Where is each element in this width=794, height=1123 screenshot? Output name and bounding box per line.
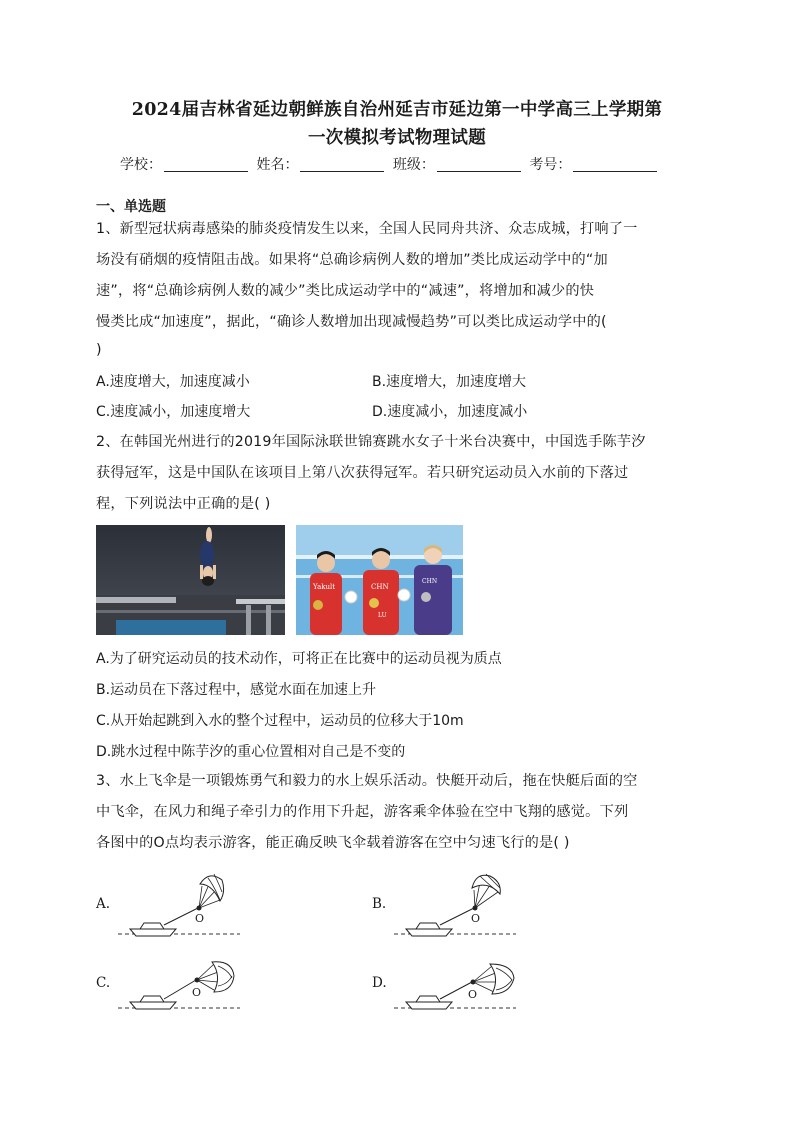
section-heading: 一、单选题 <box>96 199 166 215</box>
school-blank[interactable] <box>164 157 248 172</box>
q1-line-1: 1、新型冠状病毒感染的肺炎疫情发生以来，全国人民同舟共济、众志成城，打响了一 <box>96 221 638 237</box>
name-blank[interactable] <box>300 157 384 172</box>
q1-line-3: 速”，将“总确诊病例人数的减少”类比成运动学中的“减速”，将增加和减少的快 <box>96 283 595 299</box>
q3-line-2: 中飞伞，在风力和绳子牵引力的作用下升起，游客乘伞体验在空中飞翔的感觉。下列 <box>96 804 629 820</box>
q1-line-4: 慢类比成“加速度”，据此，“确诊人数增加出现减慢趋势”可以类比成运动学中的( <box>96 314 607 330</box>
class-blank[interactable] <box>437 157 521 172</box>
diver-photo <box>96 525 285 635</box>
q3-b-o-label: O <box>471 912 481 925</box>
q3-figure-c-label[interactable]: C. <box>96 975 111 991</box>
q2-option-c[interactable]: C.从开始起跳到入水的整个过程中，运动员的位移大于10m <box>96 713 464 729</box>
q3-line-1: 3、水上飞伞是一项锻炼勇气和毅力的水上娱乐活动。快艇开动后，拖在快艇后面的空 <box>96 773 638 789</box>
q2-option-b[interactable]: B.运动员在下落过程中，感觉水面在加速上升 <box>96 682 377 698</box>
q3-figure-c[interactable] <box>114 952 244 1018</box>
q3-c-o-label: O <box>192 986 202 999</box>
exam-title-line2: 一次模拟考试物理试题 <box>308 128 486 148</box>
q2-line-2: 获得冠军，这是中国队在该项目上第八次获得冠军。若只研究运动员入水前的下落过 <box>96 465 629 481</box>
q3-line-3: 各图中的O点均表示游客，能正确反映飞伞载着游客在空中匀速飞行的是( ) <box>96 835 570 851</box>
medalists-photo <box>296 525 463 635</box>
student-info-row <box>120 154 661 174</box>
q3-figure-a[interactable] <box>114 868 244 940</box>
q1-option-d[interactable]: D.速度减小，加速度减小 <box>372 404 528 420</box>
name-text-middle: LU <box>378 612 387 619</box>
q3-figure-d[interactable] <box>390 952 520 1018</box>
q3-figure-b-label[interactable]: B. <box>372 896 387 912</box>
q3-figure-d-label[interactable]: D. <box>372 975 387 991</box>
q1-option-a[interactable]: A.速度增大，加速度减小 <box>96 374 250 390</box>
q2-option-d[interactable]: D.跳水过程中陈芋汐的重心位置相对自己是不变的 <box>96 744 406 760</box>
class-label: 班级： <box>392 157 435 173</box>
q2-line-3: 程，下列说法中正确的是( ) <box>96 496 271 512</box>
q3-figure-a-label[interactable]: A. <box>96 896 111 912</box>
country-text-middle: CHN <box>371 583 389 591</box>
exam-number-label: 考号： <box>529 157 572 173</box>
medalists-photo-image <box>296 525 463 635</box>
diver-photo-image <box>96 525 285 635</box>
country-text-right: CHN <box>422 578 438 585</box>
q1-line-2: 场没有硝烟的疫情阻击战。如果将“总确诊病例人数的增加”类比成运动学中的“加 <box>96 252 608 268</box>
name-label: 姓名： <box>256 157 299 173</box>
q3-a-o-label: O <box>195 912 205 925</box>
exam-number-blank[interactable] <box>573 157 657 172</box>
q1-option-c[interactable]: C.速度减小，加速度增大 <box>96 404 251 420</box>
q3-d-o-label: O <box>468 988 478 1001</box>
school-label: 学校： <box>120 157 162 173</box>
sponsor-text-left: Yakult <box>313 583 336 591</box>
q3-figure-b[interactable] <box>390 868 520 940</box>
q1-option-b[interactable]: B.速度增大，加速度增大 <box>372 374 527 390</box>
exam-title-line1: 2024届吉林省延边朝鲜族自治州延吉市延边第一中学高三上学期第 <box>131 100 663 120</box>
q2-option-a[interactable]: A.为了研究运动员的技术动作，可将正在比赛中的运动员视为质点 <box>96 651 502 667</box>
q1-line-5: ) <box>96 342 102 358</box>
q2-line-1: 2、在韩国光州进行的2019年国际泳联世锦赛跳水女子十米台决赛中，中国选手陈芋汐 <box>96 434 646 450</box>
